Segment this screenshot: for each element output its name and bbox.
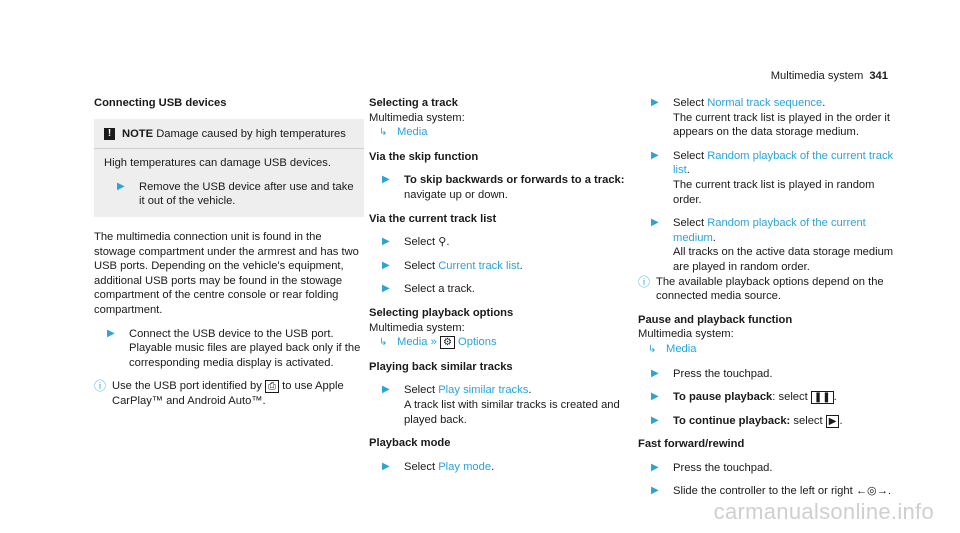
step-arrow-icon: ▶ [382, 460, 390, 472]
step-continue: ▶ To continue playback: select ▶ . [651, 414, 843, 427]
path-arrow-icon: ↳ [648, 343, 657, 355]
note-divider [94, 148, 364, 149]
step-skip: ▶ To skip backwards or forwards to a track: navigate up or down. [382, 174, 625, 201]
step-arrow-icon: ▶ [382, 384, 390, 396]
options-path-label: Multimedia system: [369, 321, 465, 334]
path-arrow-icon: ↳ [379, 337, 388, 349]
step-arrow-icon: ▶ [382, 236, 390, 248]
step-similar-tracks: ▶ Select Play similar tracks. A track list with similar tracks is created and played back. [382, 384, 620, 426]
info-usb-port: ⓘ Use the USB port identified by ⎙ to use Apple CarPlay™ and Android Auto™. [94, 379, 344, 407]
usb-paragraph: The multimedia connection unit is found in the stowage compartment under the armrest and has two USB ports. Depending on the vehicle's equipment, additional USB ports may be found in the stowage compartment of the centre console or rear folding compartment. [94, 230, 359, 316]
page-header [771, 70, 888, 82]
step-arrow-icon: ▶ [651, 97, 659, 108]
step-random-medium: ▶ Select Random playback of the current medium. All tracks on the active data storage medium are played in random order. [651, 217, 894, 273]
step-pause: ▶ To pause playback: select ❚❚ . [651, 391, 837, 404]
heading-similar-tracks: Playing back similar tracks [369, 360, 513, 373]
info-icon: ⓘ [638, 274, 651, 289]
heading-fast-forward: Fast forward/rewind [638, 438, 745, 451]
column-1 [94, 96, 364, 409]
step-press-touchpad: ▶ Press the touchpad. [651, 367, 773, 380]
path-arrow-icon: ↳ [379, 127, 388, 139]
note-title [104, 127, 356, 142]
note-body: High temperatures can damage USB devices. [104, 157, 331, 170]
step-arrow-icon: ▶ [651, 461, 659, 473]
step-arrow-icon: ▶ [382, 259, 390, 271]
controller-slide-icon: ←◎→ [855, 485, 888, 498]
page-number: 341 [869, 70, 888, 82]
info-playback-options: ⓘ The available playback options depend on the connected media source. [638, 274, 884, 303]
heading-track-list: Via the current track list [369, 212, 497, 225]
step-normal-sequence: ▶ Select Normal track sequence. The current track list is played in the order it appears on the data storage medium. [651, 97, 891, 139]
step-slide-controller: ▶ Slide the controller to the left or right ←◎→. [651, 485, 892, 498]
note-box [94, 119, 364, 217]
column-2 [369, 96, 629, 474]
step-select-search: ▶ Select ⚲. [382, 236, 450, 249]
double-chevron-icon: » [430, 336, 437, 349]
step-arrow-icon: ▶ [107, 327, 115, 339]
step-arrow-icon: ▶ [382, 174, 390, 186]
watermark: carmanualsonline.info [713, 499, 934, 524]
step-connect-usb: ▶ Connect the USB device to the USB port. Playable music files are played back only if the corresponding media display is activated. [107, 327, 361, 369]
heading-playback-options: Selecting playback options [369, 306, 514, 319]
warning-icon: ! [104, 128, 115, 140]
step-arrow-icon: ▶ [651, 149, 659, 161]
step-arrow-icon: ▶ [651, 367, 659, 379]
step-select-track: ▶ Select a track. [382, 283, 475, 296]
note-label: NOTE [122, 127, 154, 140]
options-path: ↳ Media » ⚙ Options [369, 335, 629, 351]
step-arrow-icon: ▶ [651, 485, 659, 497]
step-arrow-icon: ▶ [382, 283, 390, 295]
pause-path-label: Multimedia system: [638, 328, 734, 341]
step-play-mode: ▶ Select Play mode. [382, 460, 495, 473]
step-arrow-icon: ▶ [117, 180, 125, 192]
step-arrow-icon: ▶ [651, 414, 659, 426]
path-label: Multimedia system: [369, 111, 465, 124]
heading-skip: Via the skip function [369, 150, 479, 163]
path-media: ↳ Media [369, 125, 629, 141]
info-icon: ⓘ [94, 379, 107, 394]
search-icon: ⚲ [438, 236, 447, 249]
step-arrow-icon: ▶ [651, 391, 659, 403]
heading-selecting-track: Selecting a track [369, 97, 458, 109]
pause-path-media: ↳ Media [638, 342, 900, 358]
settings-icon: ⚙ [440, 336, 455, 349]
heading-connecting-usb: Connecting USB devices [94, 97, 227, 109]
usb-port-icon: ⎙ [265, 380, 279, 393]
step-current-track-list: ▶ Select Current track list. [382, 259, 523, 272]
step-random-track-list: ▶ Select Random playback of the current track list. The current track list is played in random order. [651, 149, 894, 206]
column-3 [638, 96, 900, 499]
pause-icon: ❚❚ [811, 391, 834, 404]
step-press-touchpad-2: ▶ Press the touchpad. [651, 461, 773, 474]
heading-playback-mode: Playback mode [369, 437, 451, 450]
note-title-text: Damage caused by high temperatures [156, 127, 346, 140]
play-icon: ▶ [826, 415, 840, 428]
section-title: Multimedia system [770, 70, 864, 82]
step-arrow-icon: ▶ [651, 217, 659, 229]
heading-pause-playback: Pause and playback function [638, 313, 793, 326]
note-step: ▶ Remove the USB device after use and take it out of the vehicle. [117, 180, 354, 208]
